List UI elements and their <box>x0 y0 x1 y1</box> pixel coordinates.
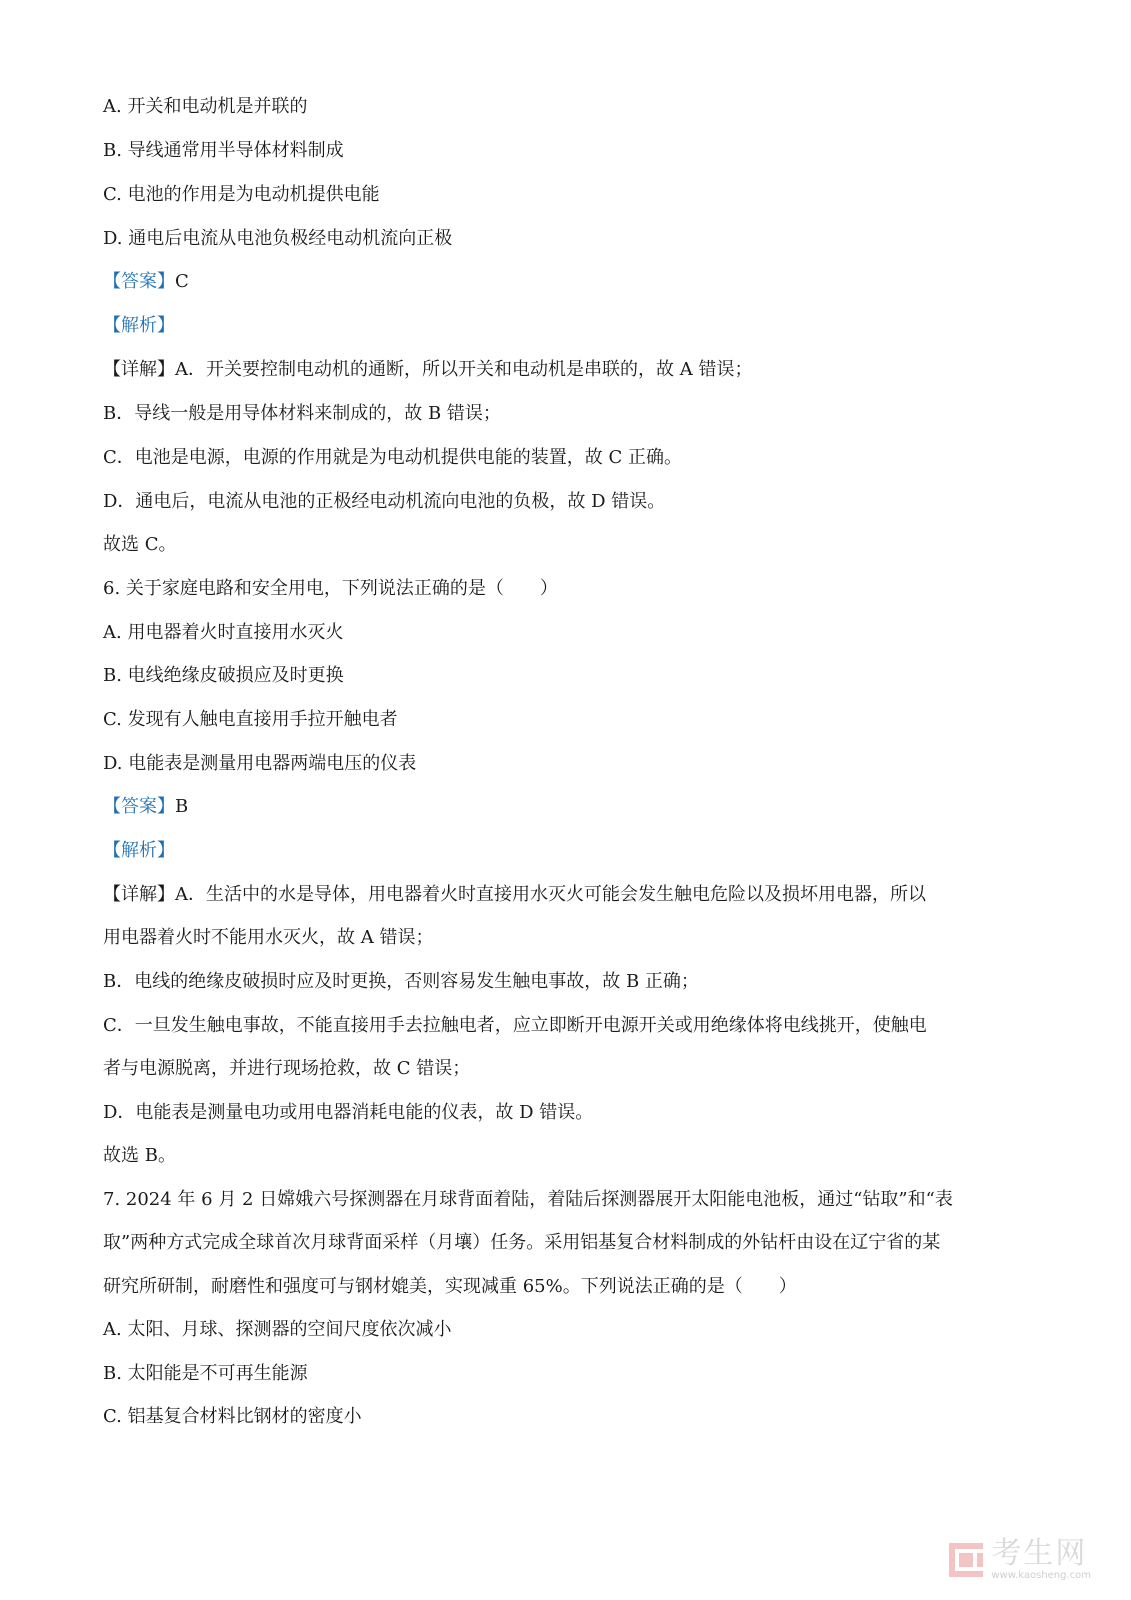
q7-question-line3: 研究所研制，耐磨性和强度可与钢材媲美，实现减重 65%。下列说法正确的是（ ） <box>103 1276 797 1297</box>
q5-option-c: C. 电池的作用是为电动机提供电能 <box>103 184 380 205</box>
q5-conclusion: 故选 C。 <box>103 534 177 555</box>
q6-answer <box>103 795 188 819</box>
q5-detail-b: B．导线一般是用导体材料来制成的，故 B 错误； <box>103 403 501 424</box>
q5-answer <box>103 270 189 294</box>
q6-detail-b: B．电线的绝缘皮破损时应及时更换，否则容易发生触电事故，故 B 正确； <box>103 971 699 992</box>
detail-tag: 【详解】 <box>103 884 175 905</box>
answer-tag: 【答案】 <box>103 796 175 817</box>
q6-detail-a-cont: 用电器着火时不能用水灭火，故 A 错误； <box>103 927 434 948</box>
q5-option-b: B. 导线通常用半导体材料制成 <box>103 140 344 161</box>
q6-option-a: A. 用电器着火时直接用水灭火 <box>103 622 344 643</box>
q5-detail-c: C．电池是电源，电源的作用就是为电动机提供电能的装置，故 C 正确。 <box>103 447 682 468</box>
q5-analysis <box>103 314 175 338</box>
q6-detail-d: D．电能表是测量电功或用电器消耗电能的仪表，故 D 错误。 <box>103 1102 594 1123</box>
answer-value: C <box>175 271 189 292</box>
q6-question: 6. 关于家庭电路和安全用电，下列说法正确的是（ ） <box>103 578 558 599</box>
q5-detail-d: D．通电后，电流从电池的正极经电动机流向电池的负极，故 D 错误。 <box>103 491 666 512</box>
answer-value: B <box>175 796 189 817</box>
detail-text: A．开关要控制电动机的通断，所以开关和电动机是串联的，故 A 错误； <box>175 359 753 380</box>
q6-detail-c: C．一旦发生触电事故，不能直接用手去拉触电者，应立即断开电源开关或用绝缘体将电线挑开，使触电 <box>103 1015 927 1036</box>
q5-detail-a <box>103 358 752 382</box>
detail-text: A．生活中的水是导体，用电器着火时直接用水灭火可能会发生触电危险以及损坏用电器，所以 <box>175 884 926 905</box>
q7-option-b: B. 太阳能是不可再生能源 <box>103 1363 308 1384</box>
q5-option-d: D. 通电后电流从电池负极经电动机流向正极 <box>103 228 453 249</box>
q7-question-line1: 7. 2024 年 6 月 2 日嫦娥六号探测器在月球背面着陆，着陆后探测器展开太阳能电池板，通过“钻取”和“表 <box>103 1189 953 1210</box>
q6-option-b: B. 电线绝缘皮破损应及时更换 <box>103 665 344 686</box>
analysis-tag: 【解析】 <box>103 315 175 336</box>
q7-option-c: C. 铝基复合材料比钢材的密度小 <box>103 1406 362 1427</box>
q7-question-line2: 取”两种方式完成全球首次月球背面采样（月壤）任务。采用铝基复合材料制成的外钻杆由设在辽宁省的某 <box>103 1232 941 1253</box>
watermark-name: 考生网 <box>991 1536 1088 1571</box>
analysis-tag: 【解析】 <box>103 840 175 861</box>
q7-option-a: A. 太阳、月球、探测器的空间尺度依次减小 <box>103 1319 452 1340</box>
q5-option-a: A. 开关和电动机是并联的 <box>103 96 308 117</box>
q6-conclusion: 故选 B。 <box>103 1145 176 1166</box>
q6-detail-a <box>103 883 926 907</box>
watermark <box>949 1538 1091 1582</box>
watermark-url: www.kaosheng.com <box>991 1570 1091 1581</box>
q6-option-c: C. 发现有人触电直接用手拉开触电者 <box>103 709 398 730</box>
q6-option-d: D. 电能表是测量用电器两端电压的仪表 <box>103 753 417 774</box>
answer-tag: 【答案】 <box>103 271 175 292</box>
detail-tag: 【详解】 <box>103 359 175 380</box>
watermark-logo-icon <box>949 1543 983 1577</box>
q6-detail-c-cont: 者与电源脱离，并进行现场抢救，故 C 错误； <box>103 1058 471 1079</box>
q6-analysis <box>103 839 175 863</box>
